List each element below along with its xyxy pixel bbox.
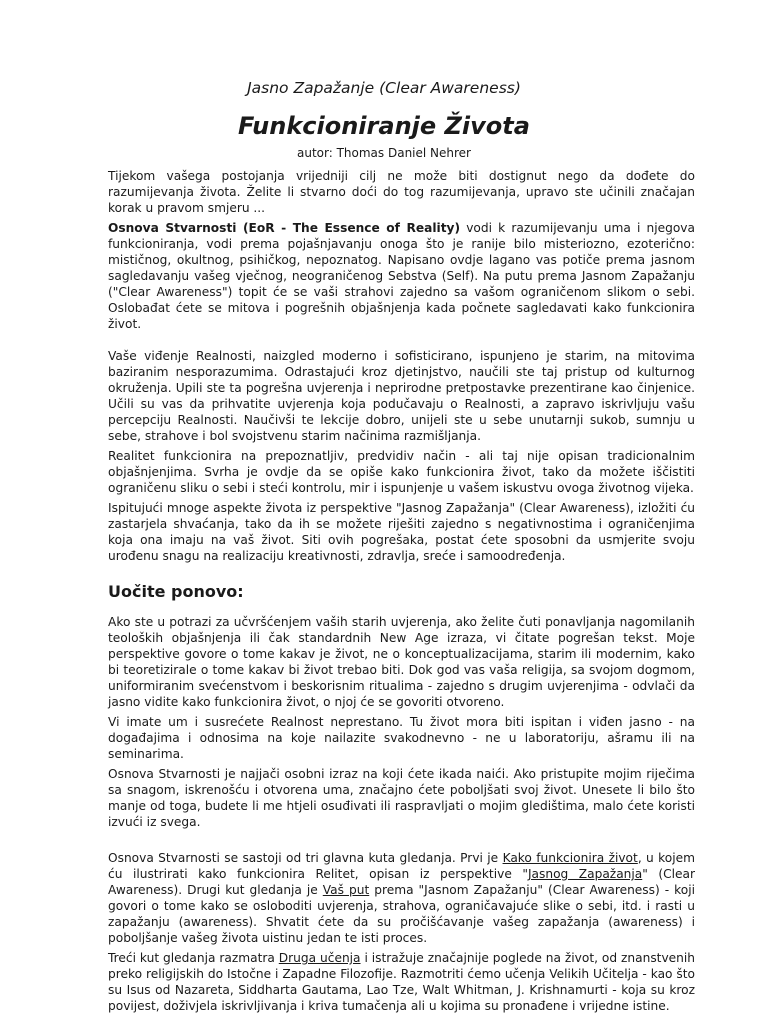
intro-paragraph-4: Realitet funkcionira na prepoznatljiv, predvidiv način - ali taj nije opisan tradicionalnim objašnjenjima. Svrha je ovdje da se opiše kako funkcionira život, tako da možete iščistiti ograničenu sliku o sebi i steći kontrolu, mir i ispunjenje u vašem iskustvu ovoga životnog vijeka. (108, 449, 695, 495)
intro-paragraph-3: Vaše viđenje Realnosti, naizgled moderno i sofisticirano, ispunjeno je starim, na mitovima baziranim nesporazumima. Odrastajući kroz djetinjstvo, naučili ste taj pristup od kulturnog okruženja. Upili ste ta pogrešna uvjerenja i neprirodne pretpostavke prezentirane kao činjenice. Učili su vas da prihvatite uvjerenja koja podučavaju o Realnosti, a zapravo iskrivljuju vašu percepciju Realnosti. Naučivši te lekcije dobro, unijeli ste u sebe unutarnji sukob, sumnju u sebe, strahove i bol svojstvenu starim načinima razmišljanja. (108, 349, 695, 443)
p4-text-b: , u kojem ću ilustrirati kako funkcionira Relitet, opisan iz perspektive " (108, 851, 695, 881)
p5-text-b: i istražuje značajnije poglede na život, od znanstvenih preko religijskih do Istočne i Zapadne Filozofije. Razmotriti ćemo učenja Velikih Učitelja - kao što su Isus od Nazareta, Siddharta Gautama, Lao Tze, Walt Whitman, J. Krishnamurti - koja su kroz povijest, doživjela iskrivljivanja i kriva tumačenja ali u kojima su pronađene i vrijedne istine. (108, 951, 696, 1013)
link-how-life-works[interactable]: Kako funkcionira život (502, 851, 638, 865)
section-paragraph-5 (108, 950, 695, 1014)
link-clear-awareness[interactable]: Jasnog Zapažanja (527, 867, 643, 881)
p4-text-a: Osnova Stvarnosti se sastoji od tri glavna kuta gledanja. Prvi je (108, 851, 503, 865)
link-other-teachings[interactable]: Druga učenja (278, 951, 361, 965)
document-title: Funkcioniranje Života (238, 112, 530, 140)
section-paragraph-1: Ako ste u potrazi za učvršćenjem vaših starih uvjerenja, ako želite čuti ponavljanja nagomilanih teoloških objašnjenja ili čak standardnih New Age izraza, vi čitate pogrešan tekst. Moje perspektive govore o tome kakav je život, ne o konceptualizacijama, starim ili modernim, kako bi teoretizirale o tome kakav bi život trebao biti. Dok god vas vaša religija, sa svojom dogmom, uniformiranim svećenstvom i beskorisnim ritualima - zajedno s drugim uvjerenjima - odvlači da jasno vidite kako funkcionira život, o njoj će se govoriti otvoreno. (108, 615, 695, 709)
intro-paragraph-1: Tijekom vašega postojanja vrijedniji cilj ne može biti dostignut nego da dođete do razumijevanja života. Želite li stvarno doći do tog razumijevanja, upravo ste učinili značajan korak u pravom smjeru ... (108, 169, 695, 215)
p5-text-a: Treći kut gledanja razmatra (108, 951, 279, 965)
intro-paragraph-5: Ispitujući mnoge aspekte života iz perspektive "Jasnog Zapažanja" (Clear Awareness), izložiti ću zastarjela shvaćanja, tako da ih se možete riješiti zajedno s negativnostima i ograničenjima koja ona imaju na vaš život. Siti ovih pogrešaka, postat ćete sposobni da usmjerite svoju urođenu snagu na realizaciju kreativnosti, zdravlja, sreće i samoodređenja. (108, 501, 695, 563)
intro-paragraph-2 (108, 220, 695, 332)
section-paragraph-3: Osnova Stvarnosti je najjači osobni izraz na koji ćete ikada naići. Ako pristupite mojim riječima sa snagom, iskrenošću i otvorena uma, značajno ćete poboljšati svoj život. Unesete li bilo što manje od toga, budete li me htjeli osuđivati ili raspravljati o mojim gledištima, malo ćete koristi izvući iz svega. (108, 767, 695, 829)
section-paragraph-2: Vi imate um i susrećete Realnost neprestano. Tu život mora biti ispitan i viđen jasno - na događajima i odnosima na koje nailazite svakodnevno - ne u laboratoriju, ašramu ili na seminarima. (108, 715, 695, 761)
author-line: autor: Thomas Daniel Nehrer (297, 146, 471, 160)
p4-text-d: prema "Jasnom Zapažanju" (Clear Awareness) - koji govori o tome kako se osloboditi uvjerenja, strahova, ograničavajuće slike o sebi, itd. i rasti u zapažanju (awareness). Shvatit ćete da su pročišćavanje vašeg zapažanja (awareness) i poboljšanje vašeg života uistinu jedan te isti proces. (108, 883, 696, 945)
section-paragraph-4 (108, 850, 695, 946)
p4-text-c: " (Clear Awareness). Drugi kut gledanja je (108, 867, 696, 897)
link-your-path[interactable]: Vaš put (322, 883, 370, 897)
intro-paragraph-2-text: vodi k razumijevanju uma i njegova funkcioniranja, vodi prema pojašnjavanju onoga što je ranije bilo misteriozno, ezoterično: mističnog, okultnog, psihičkog, nepoznatog. Napisano ovdje lagano vas potiče prema jasnom sagledavanju vašeg vječnog, neograničenog Sebstva (Self). Na putu prema Jasnom Zapažanju ("Clear Awareness") topit će se vaši strahovi zajedno sa vašom ograničenom slikom o sebi. Oslobađat ćete se mitova i pogrešnih objašnjenja kada počnete sagledavati kako funkcionira život. (108, 221, 695, 331)
document-body (108, 168, 695, 1018)
document-subtitle: Jasno Zapažanje (Clear Awareness) (247, 79, 521, 97)
section-heading: Uočite ponovo: (108, 582, 244, 601)
eor-term: Osnova Stvarnosti (EoR - The Essence of Reality) (108, 221, 461, 235)
